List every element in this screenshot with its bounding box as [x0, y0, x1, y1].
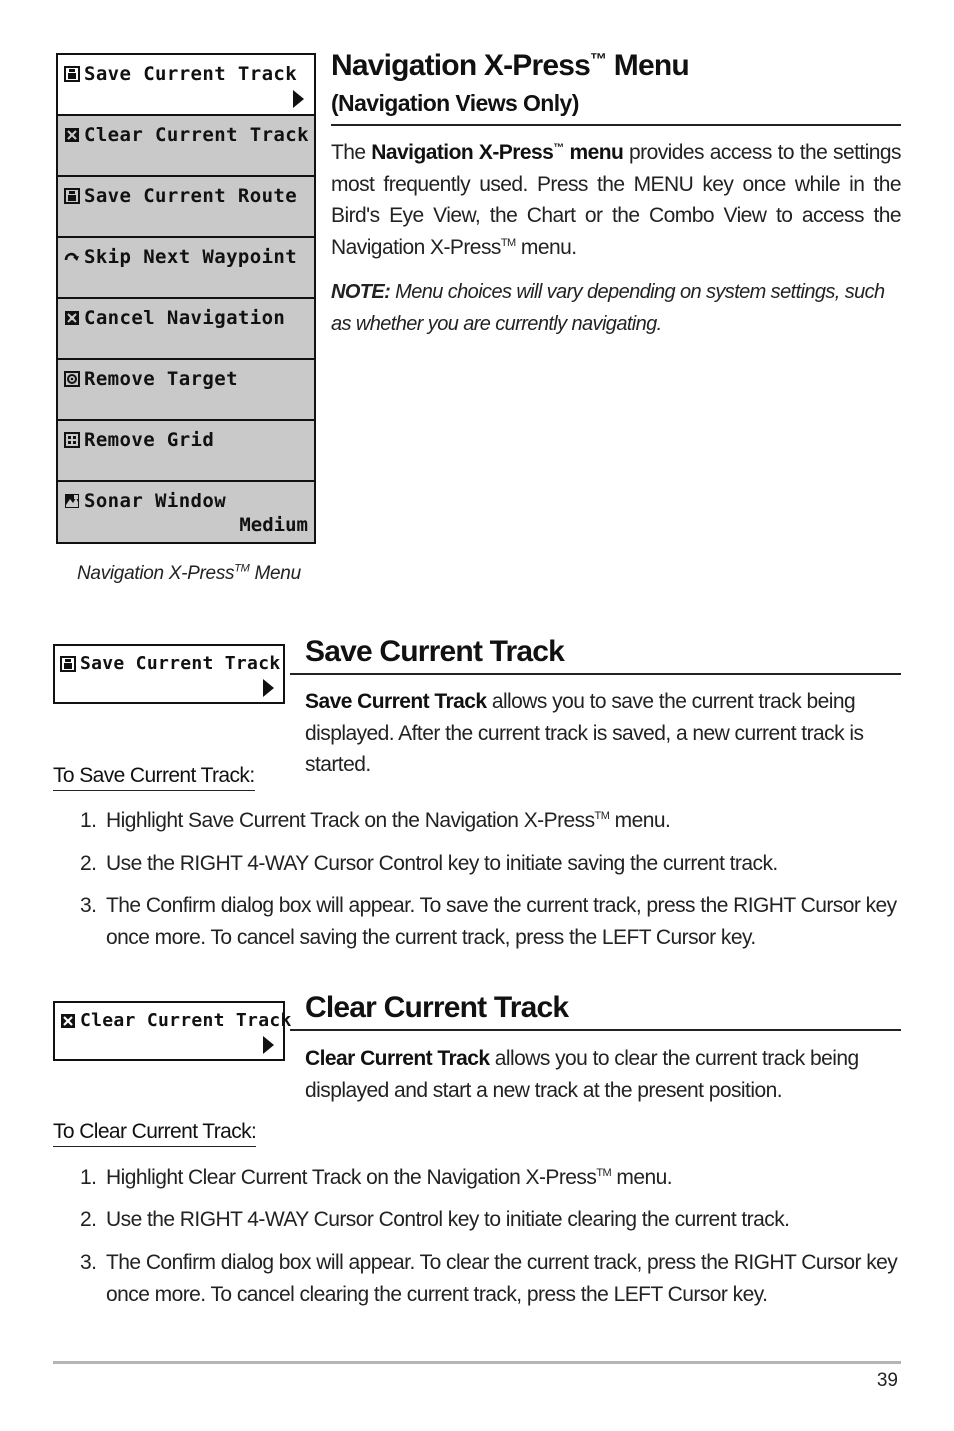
heading-rule	[290, 673, 901, 675]
clear-step-3: 3. The Confirm dialog box will appear. To clear the current track, press the RIGHT Cursor key once more. To cancel clearing the current track, press the LEFT Cursor key.	[80, 1251, 898, 1306]
menu-item-cancel-navigation	[58, 299, 314, 360]
save-step-2: 2. Use the RIGHT 4-WAY Cursor Control key to initiate saving the current track.	[80, 852, 778, 875]
menu-item-label: Skip Next Waypoint	[84, 246, 298, 268]
save-current-track-image	[53, 644, 285, 704]
menu-item-label: Clear Current Track	[80, 1010, 292, 1031]
clear-step-1: 1. Highlight Clear Current Track on the Navigation X-Press™ menu.	[80, 1166, 673, 1189]
save-step-1: 1. Highlight Save Current Track on the Navigation X-Press™ menu.	[80, 809, 671, 832]
menu-item-sonar-window	[58, 482, 314, 542]
menu-item-label: Sonar Window	[84, 490, 227, 512]
save-current-track-subheading: To Save Current Track:	[53, 764, 255, 791]
menu-item-remove-target	[58, 360, 314, 421]
menu-item-value: Medium	[239, 514, 308, 536]
menu-item-clear-current-track	[58, 116, 314, 177]
clear-step-2: 2. Use the RIGHT 4-WAY Cursor Control key to initiate clearing the current track.	[80, 1208, 790, 1231]
right-arrow-icon	[293, 90, 304, 108]
menu-item-save-current-track	[58, 55, 314, 116]
clear-current-track-subheading: To Clear Current Track:	[53, 1120, 256, 1147]
menu-item-skip-next-waypoint	[58, 238, 314, 299]
heading-rule	[290, 1029, 901, 1031]
navigation-xpress-menu-image	[56, 53, 316, 544]
menu-item-save-current-route	[58, 177, 314, 238]
save-current-track-heading: Save Current Track	[305, 635, 565, 668]
clear-current-track-heading: Clear Current Track	[305, 991, 569, 1024]
x-box-icon	[64, 127, 80, 143]
menu-item-label: Clear Current Track	[84, 124, 309, 146]
note-paragraph: NOTE: Menu choices will vary depending on system settings, such as whether you are currently navigating.	[331, 281, 885, 335]
footer-rule	[53, 1361, 901, 1364]
menu-item-label: Remove Target	[84, 368, 238, 390]
save-step-3: 3. The Confirm dialog box will appear. To save the current track, press the RIGHT Cursor key once more. To cancel saving the current track, press the LEFT Cursor key.	[80, 894, 897, 949]
x-box-icon	[60, 1013, 76, 1029]
clear-current-track-image	[53, 1001, 292, 1061]
save-current-track-paragraph: Save Current Track allows you to save the current track being displayed. After the current track is saved, a new current track is started.	[305, 690, 864, 776]
page-title: Navigation X-Press™ Menu	[331, 49, 689, 82]
cancel-nav-icon	[64, 310, 80, 326]
page-number: 39	[876, 1370, 898, 1391]
menu-caption: Navigation X-Press™ Menu	[77, 562, 301, 584]
disk-icon	[64, 66, 80, 82]
menu-item-label: Cancel Navigation	[84, 307, 286, 329]
clear-current-track-paragraph: Clear Current Track allows you to clear the current track being displayed and start a new track at the present position.	[305, 1047, 859, 1102]
right-arrow-icon	[263, 1036, 274, 1054]
disk-icon	[64, 188, 80, 204]
menu-item-label: Save Current Track	[80, 653, 281, 674]
disk-icon	[60, 656, 76, 672]
heading-rule	[331, 124, 901, 126]
target-icon	[64, 371, 80, 387]
skip-arrow-icon	[64, 249, 80, 265]
intro-paragraph: The Navigation X-Press™ menu provides access to the settings most frequently used. Press the MENU key once while in the Bird's Eye View, the Chart or the Combo View to access the Navigation X-Press™ menu.	[331, 141, 902, 259]
menu-item-label: Save Current Track	[84, 63, 298, 85]
menu-item-label: Save Current Route	[84, 185, 298, 207]
menu-item-label: Remove Grid	[84, 429, 215, 451]
page-subtitle: (Navigation Views Only)	[331, 90, 579, 116]
grid-icon	[64, 432, 80, 448]
right-arrow-icon	[263, 679, 274, 697]
sonar-window-icon	[64, 493, 80, 509]
menu-item-remove-grid	[58, 421, 314, 482]
